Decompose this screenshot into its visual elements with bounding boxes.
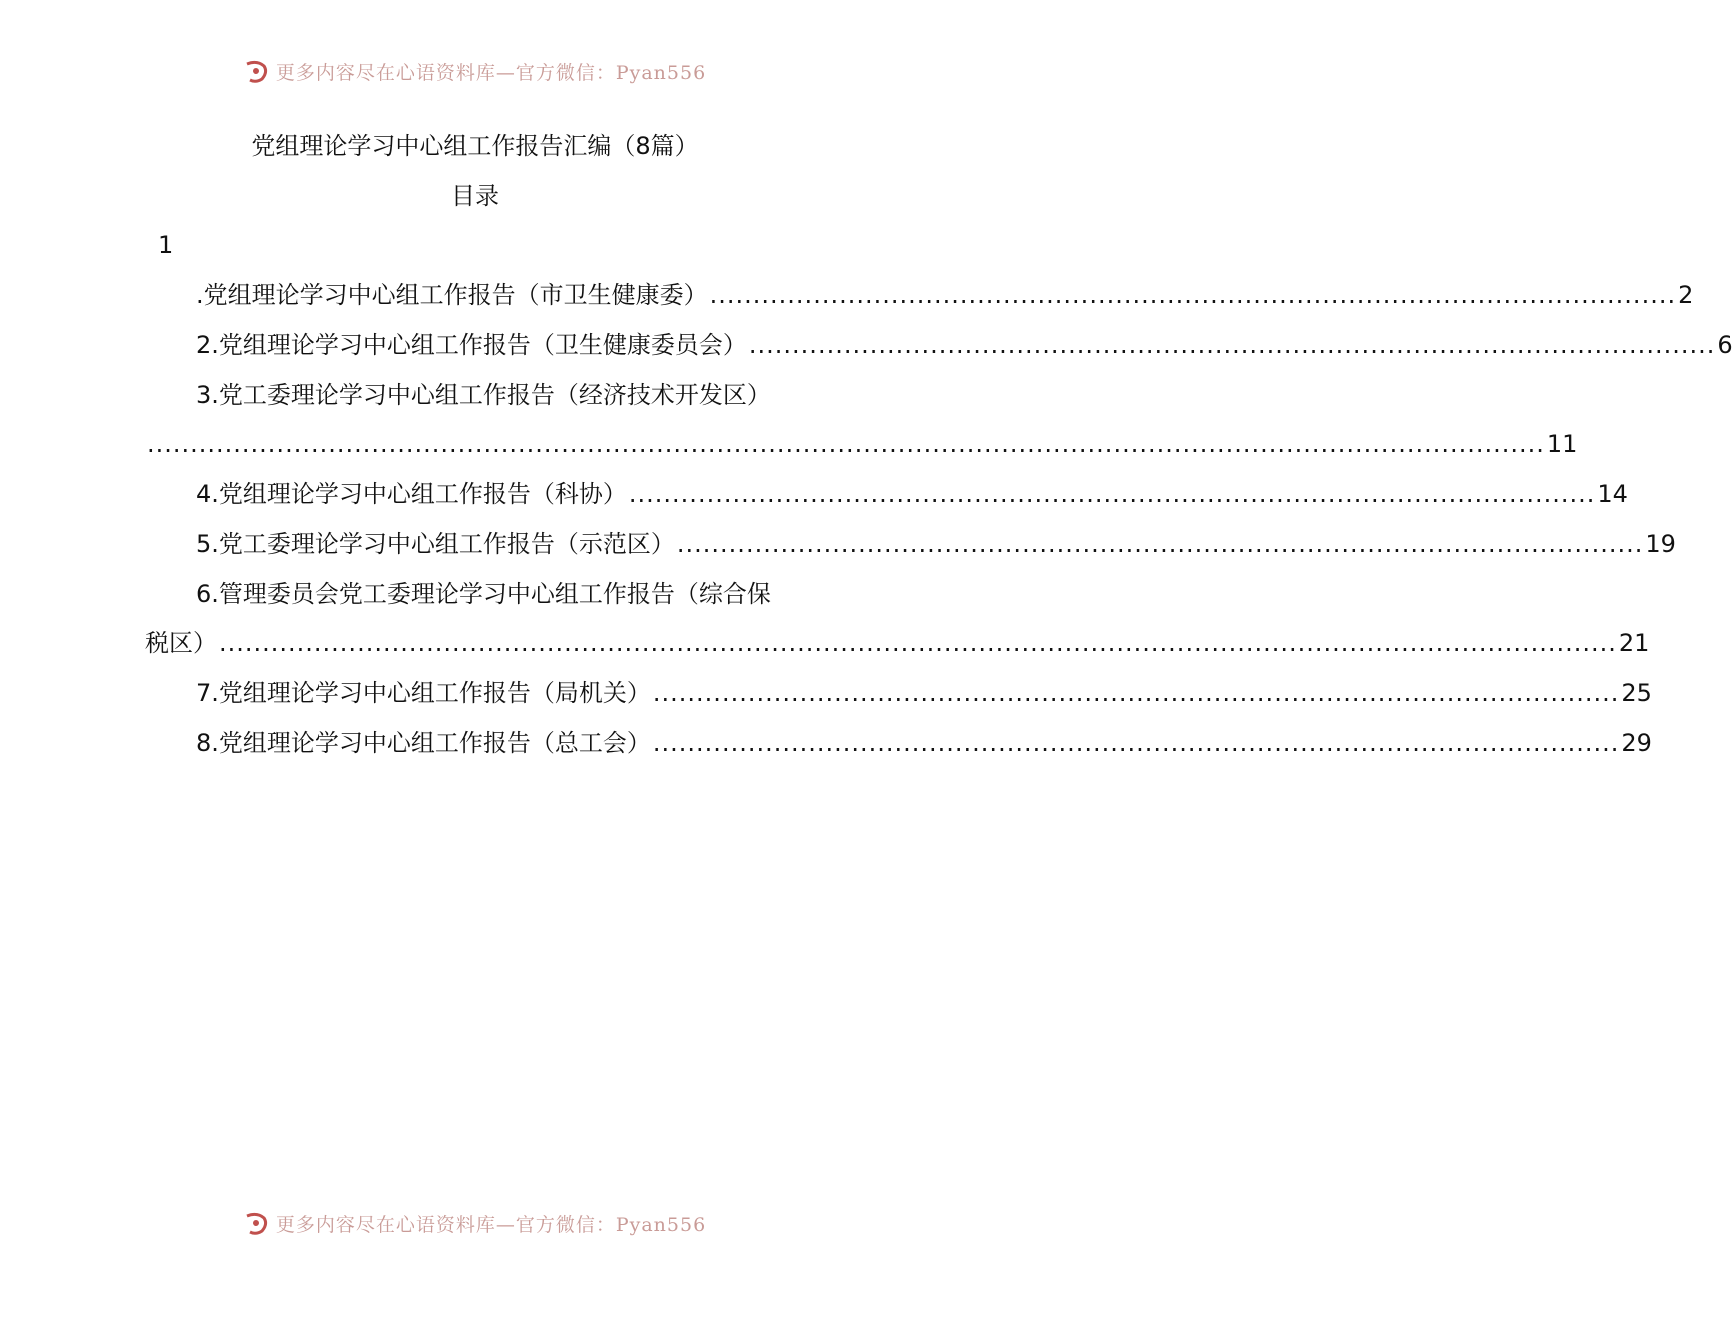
toc-item-2[interactable] (196, 325, 1733, 365)
toc-item-page: 14 (1597, 480, 1628, 508)
toc-leader-dots: ................................................................................................................ (652, 679, 1620, 707)
toc-leader-dots: ................................................................................................................ (628, 480, 1596, 508)
toc-item-6-leader-line[interactable] (145, 623, 1650, 663)
toc-item-7[interactable] (196, 673, 1652, 713)
toc-leader-dots: .................................................................................................................................................................. (219, 629, 1617, 657)
toc-item-4[interactable] (196, 474, 1628, 514)
toc-heading: 目录 (451, 182, 499, 210)
toc-item-8[interactable] (196, 723, 1652, 763)
toc-leader-dots: ................................................................................................................ (709, 281, 1677, 309)
toc-item-page: 25 (1621, 679, 1652, 707)
watermark-text: 更多内容尽在心语资料库—官方微信：Pyan556 (275, 1213, 707, 1236)
toc-leader-dots: ................................................................................................................ (652, 729, 1620, 757)
logo-icon (244, 1210, 270, 1236)
toc-item-6-label[interactable]: 6.管理委员会党工委理论学习中心组工作报告（综合保 (196, 580, 771, 608)
toc-item-page: 21 (1618, 629, 1650, 657)
toc-item-5[interactable] (196, 524, 1676, 564)
document-title: 党组理论学习中心组工作报告汇编（8篇） (251, 132, 699, 160)
watermark-header (0, 56, 950, 86)
toc-leader-dots: .................................................................................................................................................................. (147, 430, 1545, 458)
toc-item-label: 7.党组理论学习中心组工作报告（局机关） (196, 679, 651, 707)
toc-item-label: 4.党组理论学习中心组工作报告（科协） (196, 480, 627, 508)
toc-item-label: 8.党组理论学习中心组工作报告（总工会） (196, 729, 651, 757)
watermark-text: 更多内容尽在心语资料库—官方微信：Pyan556 (275, 61, 707, 84)
watermark-footer (0, 1208, 950, 1238)
logo-icon (244, 58, 270, 84)
toc-leader-dots: ................................................................................................................ (748, 331, 1716, 359)
toc-item-page: 2 (1678, 281, 1694, 309)
toc-item-page: 6 (1717, 331, 1733, 359)
toc-leader-dots: ................................................................................................................ (676, 530, 1644, 558)
toc-item-1[interactable] (196, 275, 1694, 315)
toc-item-page: 11 (1546, 430, 1578, 458)
toc-item-label-cont: 税区） (145, 629, 217, 657)
toc-item-3-label[interactable]: 3.党工委理论学习中心组工作报告（经济技术开发区） (196, 381, 771, 409)
toc-item-label: .党组理论学习中心组工作报告（市卫生健康委） (196, 281, 708, 309)
toc-item-label: 5.党工委理论学习中心组工作报告（示范区） (196, 530, 675, 558)
toc-item-3-leader-line[interactable] (145, 424, 1578, 464)
toc-item-label: 2.党组理论学习中心组工作报告（卫生健康委员会） (196, 331, 747, 359)
toc-item-1-number: 1 (158, 231, 174, 259)
toc-item-page: 19 (1645, 530, 1676, 558)
toc-item-page: 29 (1621, 729, 1652, 757)
